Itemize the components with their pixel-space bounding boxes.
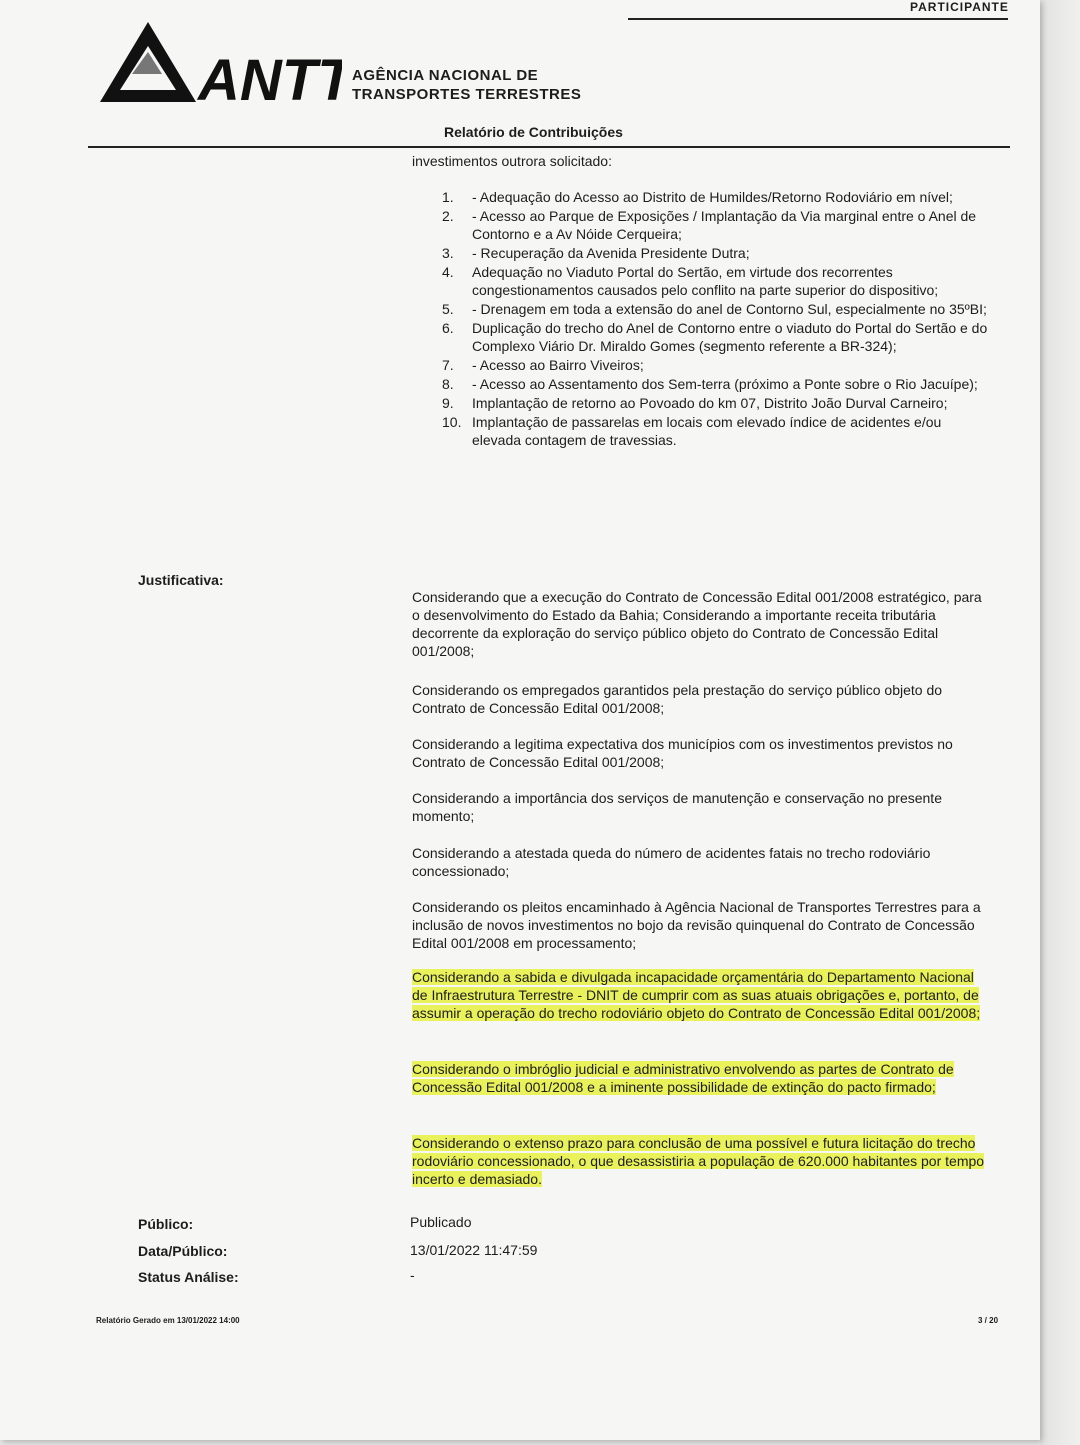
- list-item: 10. Implantação de passarelas em locais com elevado índice de acidentes e/ou elevada contagem de travessias.: [442, 414, 942, 448]
- justification-paragraph: Considerando a atestada queda do número de acidentes fatais no trecho rodoviário concessionado;: [412, 845, 931, 879]
- justification-paragraph: Considerando os pleitos encaminhado à Agência Nacional de Transportes Terrestres para a inclusão de novos investimentos no bojo da revisão quinquenal do Contrato de Concessão Edital 001/2008 em processamento;: [412, 899, 981, 951]
- agency-line-1: AGÊNCIA NACIONAL DE: [352, 67, 539, 84]
- top-rule: [628, 18, 1008, 20]
- list-item: 1. - Adequação do Acesso ao Distrito de Humildes/Retorno Rodoviário em nível;: [442, 189, 953, 205]
- justification-paragraph: Considerando que a execução do Contrato de Concessão Edital 001/2008 estratégico, para o desenvolvimento do Estado da Bahia; Considerando a importante receita tributária decorrente da exploração do serviço público objeto do Contrato de Concessão Edital 001/2008;: [412, 589, 982, 659]
- footer-generated: Relatório Gerado em 13/01/2022 14:00: [96, 1316, 240, 1325]
- page-number: 3 / 20: [978, 1316, 999, 1325]
- list-item: 5. - Drenagem em toda a extensão do anel de Contorno Sul, especialmente no 35ºBI;: [442, 301, 987, 317]
- status-analise-label: Status Análise:: [138, 1269, 239, 1285]
- intro-text: investimentos outrora solicitado:: [412, 153, 612, 169]
- list-item: 8. - Acesso ao Assentamento dos Sem-terra (próximo a Ponte sobre o Rio Jacuípe);: [442, 376, 978, 392]
- list-item: 7. - Acesso ao Bairro Viveiros;: [442, 357, 644, 373]
- justification-paragraph: Considerando os empregados garantidos pela prestação do serviço público objeto do Contrato de Concessão Edital 001/2008;: [412, 682, 943, 716]
- highlighted-paragraph: Considerando a sabida e divulgada incapacidade orçamentária do Departamento Nacional de Infraestrutura Terrestre - DNIT de cumprir com as suas atuais obrigações e, portanto, de assumir a operação do trecho rodoviário objeto do Contrato de Concessão Edital 001/2008;: [412, 969, 981, 1021]
- antt-logo: [92, 22, 342, 111]
- agency-line-2: TRANSPORTES TERRESTRES: [352, 86, 582, 103]
- highlighted-paragraph: Considerando o extenso prazo para conclusão de uma possível e futura licitação do trecho rodoviário concessionado, o que desassistiria a população de 620.000 habitantes por tempo incerto e demasiado.: [412, 1135, 985, 1187]
- justificativa-label: Justificativa:: [138, 572, 224, 588]
- header-rule: [88, 146, 1010, 148]
- list-item: 9. Implantação de retorno ao Povoado do km 07, Distrito João Durval Carneiro;: [442, 395, 948, 411]
- data-publico-value: 13/01/2022 11:47:59: [410, 1242, 538, 1258]
- list-item: 3. - Recuperação da Avenida Presidente Dutra;: [442, 245, 750, 261]
- list-item: 2. - Acesso ao Parque de Exposições / Implantação da Via marginal entre o Anel de Contorno e a Av Nóide Cerqueira;: [442, 208, 977, 242]
- data-publico-label: Data/Público:: [138, 1243, 228, 1259]
- highlighted-paragraph: Considerando o imbróglio judicial e administrativo envolvendo as partes de Contrato de Concessão Edital 001/2008 e a iminente possibilidade de extinção do pacto firmado;: [412, 1061, 954, 1095]
- list-item: 4. Adequação no Viaduto Portal do Sertão, em virtude dos recorrentes congestionamentos causados pelo conflito na parte superior do dispositivo;: [442, 264, 939, 298]
- publico-label: Público:: [138, 1216, 194, 1232]
- logo-wordmark: ANTT: [198, 48, 342, 106]
- scan-edge: [1040, 0, 1080, 1445]
- report-title: Relatório de Contribuições: [444, 124, 623, 140]
- status-analise-value: -: [410, 1267, 415, 1283]
- publico-value: Publicado: [410, 1214, 472, 1230]
- list-item: 6. Duplicação do trecho do Anel de Contorno entre o viaduto do Portal do Sertão e do Complexo Viário Dr. Miraldo Gomes (segmento referente a BR-324);: [442, 320, 988, 354]
- justification-paragraph: Considerando a importância dos serviços de manutenção e conservação no presente momento;: [412, 790, 942, 824]
- investment-list: [414, 188, 994, 450]
- agency-name: [352, 66, 581, 104]
- justification-paragraph: Considerando a legitima expectativa dos municípios com os investimentos previstos no Contrato de Concessão Edital 001/2008;: [412, 736, 953, 770]
- participant-label: PARTICIPANTE: [910, 0, 1009, 14]
